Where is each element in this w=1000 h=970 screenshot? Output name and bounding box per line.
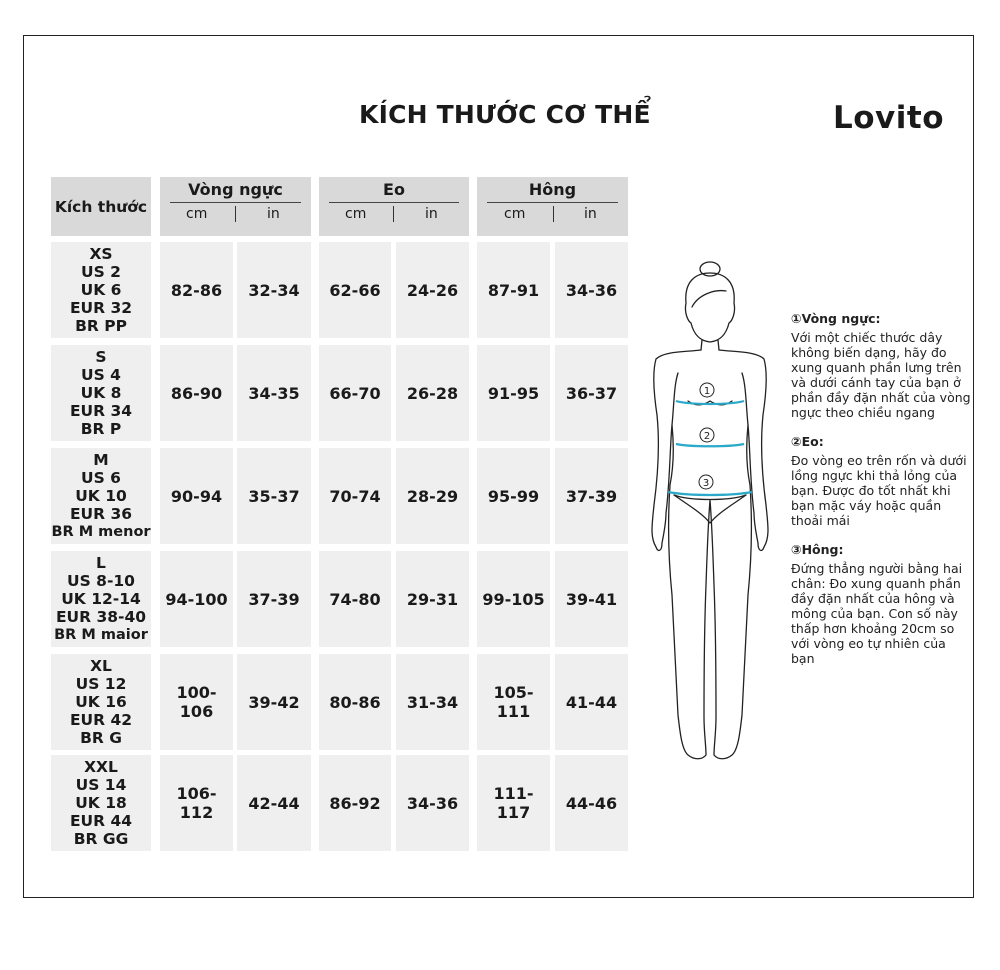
size-label-cell [51,755,151,851]
hip-group-header [477,177,628,236]
group-divider [487,202,618,203]
size-line: BR PP [75,317,127,335]
size-line: UK 18 [75,794,127,812]
hip-group-title: Hông [528,180,577,199]
hip-cm-cell: 95-99 [477,448,550,544]
hip-in-cell: 37-39 [555,448,628,544]
marker-3-label: 3 [702,478,710,489]
waist-unit-cm: cm [345,206,367,222]
size-line: UK 6 [80,281,122,299]
note-bust-title: ①Vòng ngực: [791,311,881,326]
waist-in-cell: 29-31 [396,551,469,647]
head-outline [685,273,734,342]
chest-cm-cell: 94-100 [160,551,233,647]
size-line: US 6 [81,469,121,487]
size-label-cell [51,345,151,441]
chest-in-cell: 42-44 [237,755,311,851]
size-label-cell [51,242,151,338]
hip-cm-cell: 99-105 [477,551,550,647]
unit-separator [235,206,236,222]
size-line: M [93,451,109,469]
waist-cm-cell: 66-70 [319,345,391,441]
page-title: KÍCH THƯỚC CƠ THỂ [359,100,651,129]
size-line: EUR 36 [69,505,133,523]
hip-cm-cell: 91-95 [477,345,550,441]
waist-in-cell: 34-36 [396,755,469,851]
size-line: US 8-10 [67,572,135,590]
size-line: XL [90,657,112,675]
hip-in-cell: 36-37 [555,345,628,441]
size-line: BR G [80,729,122,747]
size-column-header [51,177,151,236]
waist-cm-cell: 62-66 [319,242,391,338]
note-waist-title: ②Eo: [791,434,824,449]
chest-cm-cell: 86-90 [160,345,233,441]
unit-separator [553,206,554,222]
size-line: US 14 [75,776,127,794]
chest-unit-cm: cm [186,206,208,222]
waist-in-cell: 26-28 [396,345,469,441]
chest-cm-cell: 106-112 [160,755,233,851]
group-divider [329,202,459,203]
size-line: UK 8 [80,384,122,402]
waist-in-cell: 28-29 [396,448,469,544]
note-bust-body: Với một chiếc thước dây không biến dạng, hãy đo xung quanh phần lưng trên và dưới cánh tay của bạn ở phần đầy đặn nhất của vòng ngực theo chiều ngang [791,330,971,420]
measurement-notes [791,311,971,680]
brand-logo: Lovito [833,100,945,136]
size-line: XS [89,245,113,263]
unit-separator [393,206,394,222]
waist-in-cell: 24-26 [396,242,469,338]
arm-inner-lines [672,373,748,425]
size-label-cell [51,551,151,647]
size-line: US 4 [81,366,121,384]
hair-line [692,291,726,307]
chest-in-cell: 37-39 [237,551,311,647]
size-line: BR M menor [51,524,151,540]
chest-in-cell: 39-42 [237,654,311,750]
size-line: US 2 [81,263,121,281]
waist-measure-line [676,444,744,446]
waist-cm-cell: 86-92 [319,755,391,851]
chest-cm-cell: 90-94 [160,448,233,544]
waist-cm-cell: 70-74 [319,448,391,544]
hip-cm-cell: 87-91 [477,242,550,338]
hip-in-cell: 34-36 [555,242,628,338]
size-line: BR M maior [54,627,148,643]
size-column-header-label: Kích thước [54,197,148,216]
marker-1-label: 1 [703,386,711,397]
size-label-cell [51,448,151,544]
size-line: EUR 38-40 [55,608,147,626]
chest-group-title: Vòng ngực [188,180,283,199]
waist-unit-in: in [425,206,438,222]
size-line: S [95,348,107,366]
group-divider [170,202,301,203]
note-hip-body: Đứng thẳng người bằng hai chân: Đo xung quanh phần đầy đặn nhất của hông và mông của bạn. Con số này thấp hơn khoảng 20cm so với vòng eo tự nhiên của bạn [791,561,963,666]
waist-cm-cell: 74-80 [319,551,391,647]
waist-group-header [319,177,469,236]
size-line: L [96,554,106,572]
chest-in-cell: 34-35 [237,345,311,441]
hip-cm-cell: 105-111 [477,654,550,750]
size-line: EUR 44 [69,812,133,830]
waist-in-cell: 31-34 [396,654,469,750]
size-line: BR GG [73,830,129,848]
size-line: US 12 [75,675,127,693]
size-line: BR P [80,420,122,438]
size-label-cell [51,654,151,750]
chest-unit-in: in [267,206,280,222]
waist-cm-cell: 80-86 [319,654,391,750]
size-line: XXL [84,758,118,776]
marker-2-label: 2 [703,431,711,442]
chest-cm-cell: 82-86 [160,242,233,338]
chest-cm-cell: 100-106 [160,654,233,750]
hip-unit-in: in [584,206,597,222]
body-outline [652,350,768,759]
body-measurement-figure [640,255,780,770]
chest-in-cell: 35-37 [237,448,311,544]
hip-unit-cm: cm [504,206,526,222]
note-hip-title: ③Hông: [791,542,844,557]
note-waist-body: Đo vòng eo trên rốn và dưới lồng ngực khi thả lỏng của bạn. Được đo tốt nhất khi bạn mặc váy hoặc quần thoải mái [791,453,967,528]
waist-group-title: Eo [383,180,405,199]
size-line: UK 10 [75,487,127,505]
chest-in-cell: 32-34 [237,242,311,338]
size-line: EUR 32 [69,299,133,317]
hip-in-cell: 41-44 [555,654,628,750]
hip-measure-line [668,492,752,495]
hip-cm-cell: 111-117 [477,755,550,851]
hip-in-cell: 44-46 [555,755,628,851]
size-line: EUR 42 [69,711,133,729]
chest-group-header [160,177,311,236]
size-line: EUR 34 [69,402,133,420]
size-line: UK 16 [75,693,127,711]
hip-in-cell: 39-41 [555,551,628,647]
size-line: UK 12-14 [61,590,141,608]
